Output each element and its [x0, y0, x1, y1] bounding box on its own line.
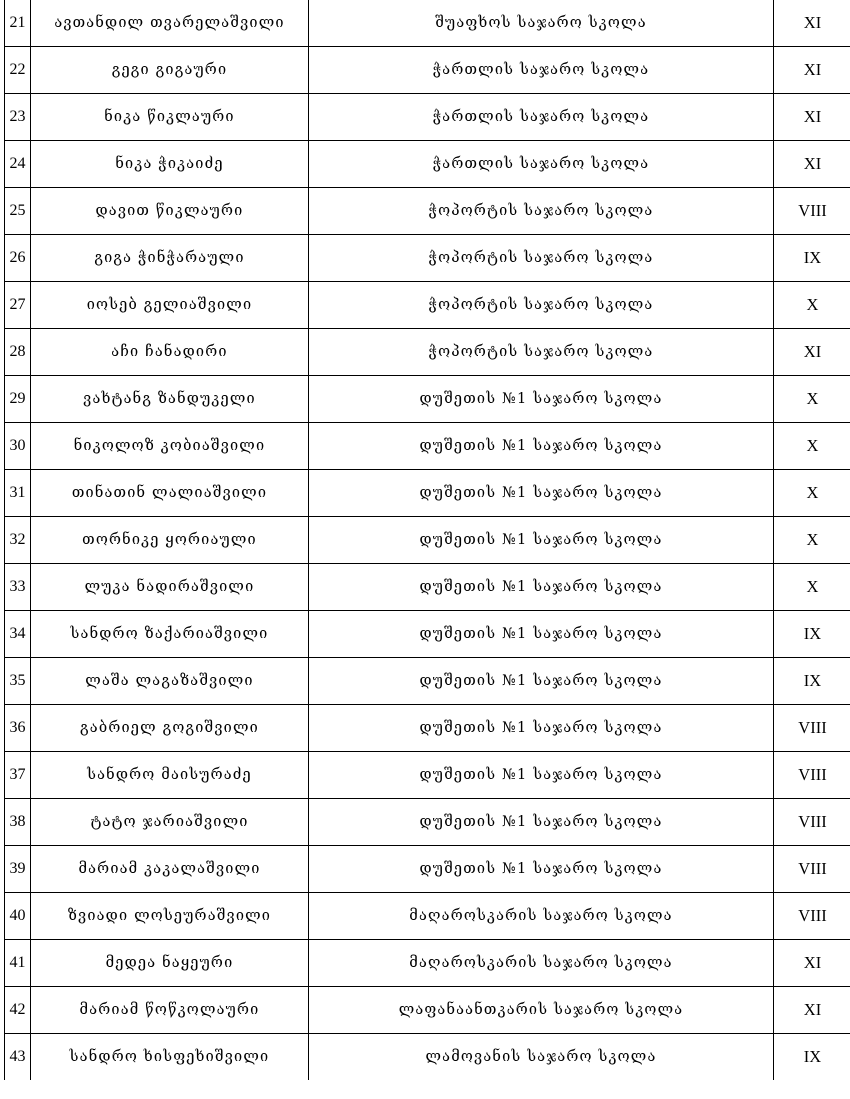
table-row [5, 1034, 850, 1081]
row-number: 30 [5, 423, 31, 470]
row-number: 43 [5, 1034, 31, 1081]
grade-level: VIII [774, 846, 850, 893]
student-name: გაბრიელ გოგიშვილი [31, 705, 309, 752]
school-name: დუშეთის №1 საჯარო სკოლა [309, 423, 774, 470]
table-row [5, 940, 850, 987]
grade-level: X [774, 376, 850, 423]
grade-level: XI [774, 0, 850, 47]
student-name: ნიკა ჭიკაიძე [31, 141, 309, 188]
grade-level: X [774, 423, 850, 470]
school-name: დუშეთის №1 საჯარო სკოლა [309, 752, 774, 799]
table-row [5, 376, 850, 423]
grade-level: IX [774, 235, 850, 282]
row-number: 25 [5, 188, 31, 235]
table-row [5, 188, 850, 235]
student-name: ავთანდილ თვარელაშვილი [31, 0, 309, 47]
student-name: სანდრო ხისფეხიშვილი [31, 1034, 309, 1081]
row-number: 26 [5, 235, 31, 282]
grade-level: VIII [774, 799, 850, 846]
row-number: 42 [5, 987, 31, 1034]
grade-level: XI [774, 940, 850, 987]
table-row [5, 987, 850, 1034]
school-name: დუშეთის №1 საჯარო სკოლა [309, 846, 774, 893]
school-name: ჭოპორტის საჯარო სკოლა [309, 282, 774, 329]
row-number: 27 [5, 282, 31, 329]
student-name: ზვიადი ლოსეურაშვილი [31, 893, 309, 940]
table-row [5, 423, 850, 470]
grade-level: XI [774, 329, 850, 376]
school-name: ჭოპორტის საჯარო სკოლა [309, 235, 774, 282]
school-name: დუშეთის №1 საჯარო სკოლა [309, 799, 774, 846]
school-name: ჭართლის საჯარო სკოლა [309, 141, 774, 188]
school-name: ჭოპორტის საჯარო სკოლა [309, 188, 774, 235]
row-number: 36 [5, 705, 31, 752]
table-row [5, 611, 850, 658]
table-row [5, 235, 850, 282]
row-number: 31 [5, 470, 31, 517]
student-name: იოსებ გელიაშვილი [31, 282, 309, 329]
school-name: ჭართლის საჯარო სკოლა [309, 47, 774, 94]
grade-level: XI [774, 94, 850, 141]
school-name: დუშეთის №1 საჯარო სკოლა [309, 658, 774, 705]
row-number: 23 [5, 94, 31, 141]
row-number: 22 [5, 47, 31, 94]
school-name: დუშეთის №1 საჯარო სკოლა [309, 564, 774, 611]
table-row [5, 893, 850, 940]
grade-level: VIII [774, 705, 850, 752]
grade-level: X [774, 517, 850, 564]
student-name: სანდრო ზაქარიაშვილი [31, 611, 309, 658]
grade-level: IX [774, 611, 850, 658]
table-row [5, 564, 850, 611]
student-name: ნიკა წიკლაური [31, 94, 309, 141]
grade-level: VIII [774, 893, 850, 940]
grade-level: IX [774, 1034, 850, 1081]
table-row [5, 329, 850, 376]
table-row [5, 47, 850, 94]
student-name: გეგი გიგაური [31, 47, 309, 94]
grade-level: X [774, 564, 850, 611]
grade-level: XI [774, 987, 850, 1034]
school-name: მაღაროსკარის საჯარო სკოლა [309, 893, 774, 940]
school-name: დუშეთის №1 საჯარო სკოლა [309, 517, 774, 564]
row-number: 35 [5, 658, 31, 705]
grade-level: X [774, 470, 850, 517]
grade-level: VIII [774, 752, 850, 799]
student-name: დავით წიკლაური [31, 188, 309, 235]
row-number: 21 [5, 0, 31, 47]
student-name: ლაშა ლაგაზაშვილი [31, 658, 309, 705]
student-name: სანდრო მაისურაძე [31, 752, 309, 799]
school-name: ჭართლის საჯარო სკოლა [309, 94, 774, 141]
school-name: დუშეთის №1 საჯარო სკოლა [309, 470, 774, 517]
grade-level: IX [774, 658, 850, 705]
table-row [5, 282, 850, 329]
table-row [5, 470, 850, 517]
row-number: 38 [5, 799, 31, 846]
row-number: 28 [5, 329, 31, 376]
student-name: თორნიკე ყორიაული [31, 517, 309, 564]
grade-level: XI [774, 47, 850, 94]
school-name: დუშეთის №1 საჯარო სკოლა [309, 611, 774, 658]
table-row [5, 846, 850, 893]
row-number: 33 [5, 564, 31, 611]
student-name: ტატო ჯარიაშვილი [31, 799, 309, 846]
student-name: მედეა ნაყეური [31, 940, 309, 987]
school-name: შუაფხოს საჯარო სკოლა [309, 0, 774, 47]
grade-level: XI [774, 141, 850, 188]
row-number: 34 [5, 611, 31, 658]
school-name: მაღაროსკარის საჯარო სკოლა [309, 940, 774, 987]
roster-table [4, 0, 850, 1080]
student-name: ლუკა ნადირაშვილი [31, 564, 309, 611]
table-row [5, 0, 850, 47]
row-number: 39 [5, 846, 31, 893]
table-row [5, 141, 850, 188]
roster-table-body [5, 0, 850, 1080]
table-row [5, 517, 850, 564]
table-row [5, 94, 850, 141]
grade-level: X [774, 282, 850, 329]
grade-level: VIII [774, 188, 850, 235]
row-number: 41 [5, 940, 31, 987]
school-name: ლაფანაანთკარის საჯარო სკოლა [309, 987, 774, 1034]
student-name: თინათინ ლალიაშვილი [31, 470, 309, 517]
table-row [5, 752, 850, 799]
row-number: 40 [5, 893, 31, 940]
student-name: გიგა ჭინჭარაული [31, 235, 309, 282]
row-number: 37 [5, 752, 31, 799]
school-name: დუშეთის №1 საჯარო სკოლა [309, 705, 774, 752]
school-name: ჭოპორტის საჯარო სკოლა [309, 329, 774, 376]
student-name: ვახტანგ ზანდუკელი [31, 376, 309, 423]
student-name: აჩი ჩანადირი [31, 329, 309, 376]
school-name: ლამოვანის საჯარო სკოლა [309, 1034, 774, 1081]
student-name: ნიკოლოზ კობიაშვილი [31, 423, 309, 470]
table-row [5, 705, 850, 752]
row-number: 29 [5, 376, 31, 423]
school-name: დუშეთის №1 საჯარო სკოლა [309, 376, 774, 423]
student-name: მარიამ კაკალაშვილი [31, 846, 309, 893]
table-row [5, 658, 850, 705]
row-number: 32 [5, 517, 31, 564]
student-name: მარიამ წოწკოლაური [31, 987, 309, 1034]
table-row [5, 799, 850, 846]
row-number: 24 [5, 141, 31, 188]
